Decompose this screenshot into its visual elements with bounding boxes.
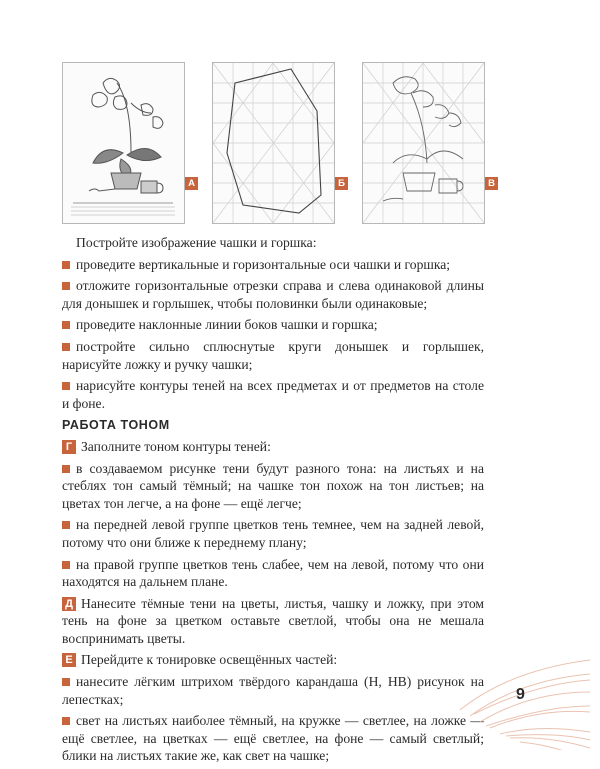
figure-c-label: В <box>485 177 498 190</box>
step-bullet: постройте сильно сплюснутые круги донышек и горлышек, нарисуйте ложку и ручку чашки; <box>62 338 484 372</box>
task-g-label: Г <box>62 440 76 454</box>
task-e-label: Е <box>62 653 76 667</box>
task-d: Д Нанесите тёмные тени на цветы, листья, чашку и ложку, при этом тень на фоне за цветком оставьте светлой, чтобы она не мешала воспринимать цветы. <box>62 595 484 646</box>
figure-a-label: А <box>185 177 198 190</box>
outline-construction-drawing <box>363 63 484 223</box>
orchid-sketch-drawing <box>63 63 184 223</box>
figure-b-label: Б <box>335 177 348 190</box>
task-e: Е Перейдите к тонировке освещённых частей: <box>62 651 484 669</box>
step-bullet: нарисуйте контуры теней на всех предметах и от предметов на столе и фоне. <box>62 378 484 411</box>
grid-construction-drawing <box>213 63 334 223</box>
task-e-bullet: свет на листьях наиболее тёмный, на кружке — светлее, на ложке — ещё светлее, на цветках — ещё светлее, на фоне — самый светлый; блики на листьях такие же, как свет на чашке; <box>62 713 484 764</box>
intro-paragraph: Постройте изображение чашки и горшка: <box>76 235 317 250</box>
instruction-text <box>62 234 484 769</box>
brush-decoration <box>450 650 600 750</box>
task-d-label: Д <box>62 597 76 611</box>
page-number: 9 <box>516 686 525 703</box>
task-g-bullet: на передней левой группе цветков тень темнее, чем на задней левой, потому что они ближе к переднему плану; <box>62 517 484 550</box>
task-g-bullet: на правой группе цветков тень слабее, чем на левой, потому что они находятся на дальнем плане. <box>62 556 484 590</box>
task-g-bullet: в создаваемом рисунке тени будут разного тона: на листьях и на стеблях тон самый тёмный; на чашке тон похож на тон листьев; на цветах тон легче, а на фоне — ещё легче; <box>62 460 484 511</box>
step-bullet: отложите горизонтальные отрезки справа и слева одинаковой длины для донышек и горлышек, чтобы половинки были одинаковые; <box>62 278 484 311</box>
figure-b-grid-construction <box>212 62 335 224</box>
task-e-bullet: нанесите лёгким штрихом твёрдого карандаша (H, HB) рисунок на лепестках; <box>62 674 484 707</box>
step-bullet: проведите наклонные линии боков чашки и горшка; <box>62 316 484 334</box>
section-heading: РАБОТА ТОНОМ <box>62 418 170 433</box>
step-bullet: проведите вертикальные и горизонтальные оси чашки и горшка; <box>62 256 484 274</box>
figure-a-orchid-sketch <box>62 62 185 224</box>
task-g: Г Заполните тоном контуры теней: <box>62 438 484 456</box>
figure-c-outline-construction <box>362 62 485 224</box>
